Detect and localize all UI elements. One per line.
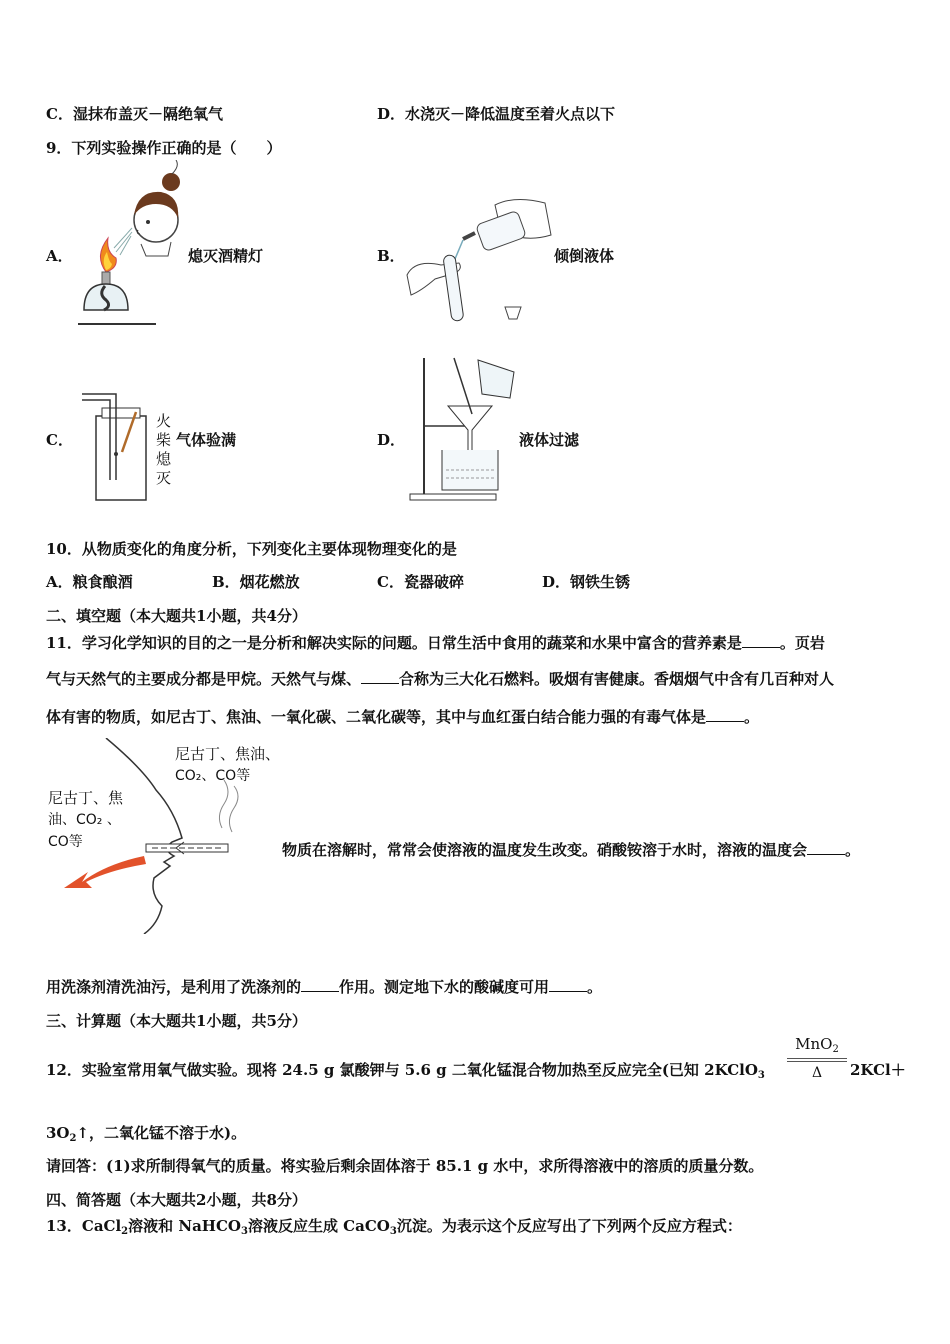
q8-option-d: D．水浇灭－降低温度至着火点以下 (377, 105, 616, 123)
section-3-heading: 三、计算题（本大题共1小题，共5分） (46, 1012, 307, 1030)
q12-product: 2KCl＋ (850, 1061, 906, 1079)
q9-option-c-letter: C． (46, 431, 73, 449)
gas-test-bottle-illustration (76, 390, 156, 504)
q9-option-d-text: 液体过滤 (519, 431, 580, 449)
q9-option-d-letter: D． (377, 431, 406, 449)
q9-option-b-letter: B． (377, 247, 405, 265)
smoke-composition-label-top-2: CO₂、CO等 (175, 768, 251, 784)
reaction-arrow-bar (787, 1058, 847, 1062)
q8-option-c: C．湿抹布盖灭－隔绝氧气 (46, 105, 223, 123)
q12-line-2: $3O_2↑$，二氧化锰不溶于水)。 (46, 1124, 247, 1144)
filtration-illustration (406, 354, 518, 504)
pour-liquid-illustration (405, 195, 553, 325)
section-2-heading: 二、填空题（本大题共1小题，共4分） (46, 607, 307, 625)
smoke-composition-label-left-1: 尼古丁、焦 (48, 789, 124, 807)
q9-option-c-text: 气体验满 (176, 431, 237, 449)
smoke-composition-label-top-1: 尼古丁、焦油、 (175, 745, 281, 763)
q10-option-d: D．钢铁生锈 (542, 573, 631, 591)
q10-stem: 10．从物质变化的角度分析，下列变化主要体现物理变化的是 (46, 540, 457, 558)
extinguish-lamp-illustration (76, 160, 188, 328)
smoke-composition-label-left-3: CO等 (48, 834, 83, 850)
q13-stem: 13．CaCl$_2$溶液和 NaHCO$_3$溶液反应生成 CaCO$_3$沉淀。为表示这个反应写出了下列两个反应方程式： (46, 1217, 742, 1237)
q10-option-c: C．瓷器破碎 (377, 573, 464, 591)
q9-option-a-letter: A． (46, 247, 73, 265)
q9-option-a-text: 熄灭酒精灯 (188, 247, 264, 265)
q12-line-1: 12．实验室常用氧气做实验。现将 24.5 g 氯酸钾与 5.6 g 二氧化锰混合物加热至反应完全(已知 2KClO$_3$ (46, 1061, 765, 1081)
smoke-composition-label-left-2: 油、CO₂ 、 (48, 812, 121, 828)
q9-option-b-text: 倾倒液体 (554, 247, 615, 265)
q11-blank-1[interactable] (742, 635, 780, 648)
q11-dissolve-line: 物质在溶解时，常常会使溶液的温度发生改变。硝酸铵溶于水时，溶液的温度会 。 (282, 841, 861, 859)
q11-blank-4[interactable] (807, 842, 845, 855)
q11-line-5: 用洗涤剂清洗油污，是利用了洗涤剂的 作用。测定地下水的酸碱度可用 。 (46, 978, 603, 996)
q11-blank-6[interactable] (549, 979, 587, 992)
match-extinguished-label: 火柴熄灭 (156, 412, 172, 487)
q11-line-2: 气与天然气的主要成分都是甲烷。天然气与煤、 合称为三大化石燃料。吸烟有害健康。香烟烟气中含有几百种对人 (46, 670, 835, 688)
q11-blank-3[interactable] (706, 709, 744, 722)
q11-line-1: 11．学习化学知识的目的之一是分析和解决实际的问题。日常生活中食用的蔬菜和水果中富含的营养素是 。页岩 (46, 634, 825, 652)
section-4-heading: 四、简答题（本大题共2小题，共8分） (46, 1191, 307, 1209)
q11-line-3: 体有害的物质，如尼古丁、焦油、一氧化碳、二氧化碳等，其中与血红蛋白结合能力强的有毒气体是 。 (46, 708, 760, 726)
q11-blank-5[interactable] (301, 979, 339, 992)
q10-option-b: B．烟花燃放 (212, 573, 300, 591)
q9-stem: 9．下列实验操作正确的是（ ） (46, 139, 282, 157)
q11-blank-2[interactable] (361, 671, 399, 684)
q12-line-3: 请回答：(1)求所制得氧气的质量。将实验后剩余固体溶于 85.1 g 水中，求所得溶液中的溶质的质量分数。 (46, 1157, 764, 1175)
q10-option-a: A．粮食酿酒 (46, 573, 133, 591)
reaction-condition: MnO$_2$ Δ (787, 1035, 847, 1081)
